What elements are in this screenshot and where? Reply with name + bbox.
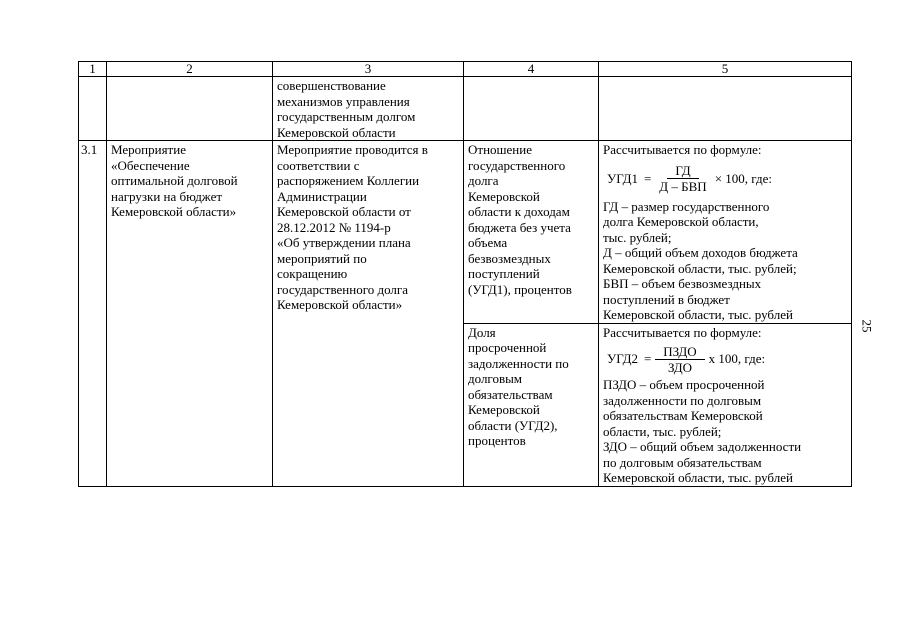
formula-numerator: ГД	[667, 163, 698, 179]
text-line: области, тыс. рублей;	[603, 423, 722, 439]
text-line: Мероприятие проводится в	[277, 142, 428, 157]
text-line: поступлений в бюджет	[603, 291, 730, 307]
implementation-cell	[273, 141, 464, 487]
text-line: обязательствам	[468, 386, 553, 402]
formula-definitions	[603, 199, 848, 323]
text-line: Кемеровской области от	[277, 204, 411, 219]
text-line: ЗДО – общий объем задолженности	[603, 439, 802, 454]
header-col-4: 4	[464, 62, 599, 77]
formula-denominator: Д – БВП	[659, 179, 707, 194]
header-col-1: 1	[79, 62, 107, 77]
indicator-1-method	[599, 141, 852, 324]
continuation-col-3	[273, 77, 464, 141]
indicator-2-name	[464, 323, 599, 486]
header-col-5: 5	[599, 62, 852, 77]
text-line: соответствии с	[277, 157, 360, 173]
text-line: 28.12.2012 № 1194-р	[277, 219, 391, 235]
formula-fraction	[655, 344, 704, 375]
formula-equals: =	[643, 170, 652, 186]
text-line: по долговым обязательствам	[603, 454, 762, 470]
page-number: 25	[859, 319, 875, 333]
measure-cell	[107, 141, 273, 487]
indicator-1-name	[464, 141, 599, 324]
text-line: Мероприятие	[111, 142, 186, 157]
formula-definitions	[603, 377, 848, 486]
text-line: обязательствам Кемеровской	[603, 408, 763, 423]
continuation-col-2	[107, 77, 273, 141]
formula-lhs: УГД1	[607, 170, 638, 186]
text-line: Кемеровской области, тыс. рублей	[603, 470, 793, 485]
row-number: 3.1	[79, 141, 107, 487]
text-line: механизмов управления	[277, 93, 410, 109]
formula-ugd2	[607, 342, 848, 376]
header-col-3: 3	[273, 62, 464, 77]
text-line: Отношение	[468, 142, 532, 157]
text-line: Кемеровской области, тыс. рублей	[603, 307, 793, 322]
text-line: «Обеспечение	[111, 157, 190, 173]
text-line: сокращению	[277, 266, 348, 281]
text-line: мероприятий по	[277, 250, 367, 266]
text-line: Кемеровской	[468, 402, 540, 417]
text-line: Кемеровской области»	[111, 204, 237, 219]
formula-fraction	[655, 163, 710, 194]
text-line: оптимальной долговой	[111, 173, 238, 188]
table-row	[79, 141, 852, 324]
text-line: (УГД1), процентов	[468, 281, 572, 297]
text-line: нагрузки на бюджет	[111, 188, 223, 204]
text-line: государственного	[468, 157, 566, 173]
text-line: бюджета без учета	[468, 219, 571, 235]
formula-ugd1	[607, 160, 848, 198]
text-line: Д – общий объем доходов бюджета	[603, 245, 798, 260]
text-line: области к доходам	[468, 204, 570, 219]
data-table	[78, 61, 852, 487]
continuation-col-5	[599, 77, 852, 141]
text-line: БВП – объем безвозмездных	[603, 276, 762, 291]
header-col-2: 2	[107, 62, 273, 77]
formula-equals: =	[643, 351, 652, 367]
continuation-row	[79, 77, 852, 141]
continuation-col-4	[464, 77, 599, 141]
formula-intro: Рассчитывается по формуле:	[603, 324, 762, 340]
text-line: Доля	[468, 324, 496, 340]
formula-denominator: ЗДО	[667, 359, 692, 375]
formula-intro: Рассчитывается по формуле:	[603, 142, 762, 157]
text-line: долга Кемеровской области,	[603, 214, 759, 229]
formula-lhs: УГД2	[607, 351, 638, 367]
text-line: ГД – размер государственного	[603, 198, 770, 214]
text-line: просроченной	[468, 340, 547, 355]
formula-rhs: х 100, где:	[708, 351, 766, 367]
text-line: задолженности по долговым	[603, 392, 762, 408]
text-line: государственным долгом	[277, 109, 416, 124]
text-line: поступлений	[468, 266, 540, 281]
continuation-col-1	[79, 77, 107, 141]
text-line: объема	[468, 235, 508, 250]
text-line: Администрации	[277, 188, 367, 204]
header-row	[79, 62, 852, 77]
text-line: государственного долга	[277, 281, 408, 297]
text-line: безвозмездных	[468, 250, 551, 266]
text-line: совершенствование	[277, 78, 386, 93]
text-line: задолженности по	[468, 355, 569, 371]
text-line: «Об утверждении плана	[277, 235, 411, 250]
text-line: долга	[468, 173, 499, 188]
text-line: тыс. рублей;	[603, 229, 672, 245]
text-line: области (УГД2),	[468, 417, 558, 433]
text-line: Кемеровской области»	[277, 297, 403, 312]
formula-numerator: ПЗДО	[655, 344, 704, 360]
text-line: распоряжением Коллегии	[277, 173, 420, 188]
indicator-2-method	[599, 323, 852, 486]
text-line: долговым	[468, 371, 523, 386]
text-line: ПЗДО – объем просроченной	[603, 377, 765, 392]
formula-rhs: × 100, где:	[714, 170, 772, 186]
text-line: Кемеровской области	[277, 124, 396, 140]
text-line: Кемеровской области, тыс. рублей;	[603, 260, 797, 276]
text-line: Кемеровской	[468, 188, 540, 204]
text-line: процентов	[468, 433, 526, 448]
